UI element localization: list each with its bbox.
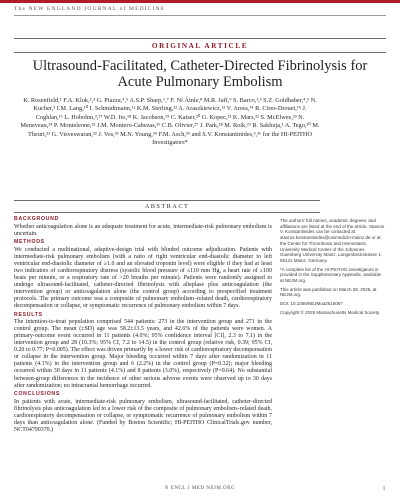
conclusions-text: In patients with acute, intermediate-risk pulmonary embolism, ultrasound-facilitated, catheter-directed fibrinolysis plus anticoagulation led to a lower risk of the composite of pulmonary embolism–related death, cardiorespiratory decompensation or collapse, or symptomatic recurrence of pulmonary embolism within 7 days than anticoagulation alone. (Funded by Boston Scientific; HI-PEITHO ClinicalTrials.gov number, NCT04790370.) xyxy=(14,398,272,433)
article-type-banner xyxy=(14,38,386,53)
affiliations-note: The authors’ full names, academic degrees, and affiliations are listed at the end of the article. Stavros V. Konstantinides can be contacted at stavros.konstantinides@unimedizin-mainz.de or at the Center for Thrombosis and Hemostasis, University Medical Center of the Johannes Gutenberg University Mainz, Langenbeckstrasse 1, 55131 Mainz, Germany. xyxy=(280,218,385,263)
abstract-header-label: ABSTRACT xyxy=(144,203,190,210)
background-heading: BACKGROUND xyxy=(14,216,60,222)
doi-note: DOI: 10.1056/NEJMoa2516067 xyxy=(280,301,343,307)
footer-journal: N ENGL J MED NEJM.ORG xyxy=(164,486,236,491)
results-heading: RESULTS xyxy=(14,311,43,318)
background-text: Whether anticoagulation alone is an adequate treatment for acute, intermediate-risk pulmonary embolism is uncertain. xyxy=(14,223,272,237)
journal-top-rule xyxy=(0,0,400,3)
copyright-note: Copyright © 2026 Massachusetts Medical Society. xyxy=(280,309,381,315)
published-note: This article was published on March 28, 2026, at NEJM.org. xyxy=(280,286,377,298)
abstract-header xyxy=(14,200,320,213)
journal-header: The NEW ENGLAND JOURNAL of MEDICINE xyxy=(14,6,166,12)
investigators-note: *A complete list of the HI-PEITHO investigators is provided in the Supplementary Appendix, available at NEJM.org. xyxy=(280,266,382,284)
methods-heading: METHODS xyxy=(14,239,45,246)
abstract-body xyxy=(14,216,272,434)
article-title: Ultrasound-Facilitated, Catheter-Directed Fibrinolysis for Acute Pulmonary Embolism xyxy=(32,58,368,90)
header-divider xyxy=(14,15,386,16)
article-sidebar xyxy=(280,218,386,319)
methods-text: We conducted a multinational, adaptive-design trial with blinded outcome adjudication. Patients with intermediate-risk pulmonary embolism (with a ratio of right ventricular end-diastolic diameter to left ventricular end-diastolic diameter of ≥1.0 and an elevated troponin level) were eligible if they had at least two indicators of cardiorespiratory distress (systolic blood pressure of ≤110 mm Hg, a heart rate of ≥100 beats per minute, or a respiratory rate of >20 breaths per minute). Patients were randomly assigned to undergo ultrasound-facilitated, catheter-directed fibrinolysis with alteplase plus anticoagulation (the intervention group) or anticoagulation alone (the control group) according to prespecified treatment protocols. The primary outcome was a composite of pulmonary embolism–related death, cardiorespiratory decompensation or collapse, or symptomatic recurrence of pulmonary embolism within 7 days. xyxy=(14,246,272,310)
page-number: 1 xyxy=(382,486,386,492)
author-list: K. Rosenfield,¹ F.A. Klok,²,³ G. Piazza,⁴,⁵ A.S.P. Sharp,⁶,⁷ F. Ní Áinle,⁸ M.R. Jaff,⁹ S. Barco,¹,³ S.Z. Goldhaber,⁴,⁵ N. Kucher,³ I.M. Lang,¹⁰ I. Schmidtmann,¹¹ K.M. Sterling,¹² A. Araszkiewicz,¹³ V. Arora,¹⁴ R. Cires-Drouet,¹⁵ J. Coghlan,¹⁶ L. Hobohm,³,¹⁷ W.D. Ito,¹⁸ K. Jacobson,¹⁹ C. Kaiser,²⁰ G. Kopec,²¹ K. Mars,²² S. McElwee,²³ N. Meneveau,²⁴ P. Monteleone,²⁵ J.M. Montero-Cabezas,²⁶ C.B. Olivier,²⁷ J. Park,²⁸ M. Roik,²⁹ R. Sakhuja,¹ A. Tego,³⁰ M. Theuri,³¹ G. Visveswaran,³² J. Vos,³³ M.N. Young,³⁴ F.M. Asch,³⁵ and S.V. Konstantinides,³,³⁶ for the HI-PEITHO Investigators* xyxy=(20,97,320,147)
conclusions-heading: CONCLUSIONS xyxy=(14,391,61,398)
article-type-label: ORIGINAL ARTICLE xyxy=(151,41,249,50)
results-text: The intention-to-treat population comprised 544 patients: 273 in the intervention group and 271 in the control group. The mean (±SD) age was 58.2±13.5 years, and 42.6% of the patients were women. A primary-outcome event occurred in 11 patients (4.0%; 95% confidence interval [CI], 2.3 to 7.1) in the intervention group and 28 (10.3%; 95% CI, 7.2 to 14.5) in the control group (relative risk, 0.39; 95% CI, 0.20 to 0.77; P=0.005). The effect was driven primarily by a lower risk of cardiorespiratory decompensation or collapse in the intervention group. Major bleeding occurred within 7 days after randomization in 11 patients (4.1%) in the intervention group and 6 (2.2%) in the control group (P=0.32); major bleeding occurred within 30 days in 11 patients (4.1%) and 8 patients (3.0%), respectively (P=0.64). No substantial between-group differences in the incidence of other serious adverse events were observed up to 30 days after randomization; no intracranial hemorrhage occurred. xyxy=(14,319,272,389)
